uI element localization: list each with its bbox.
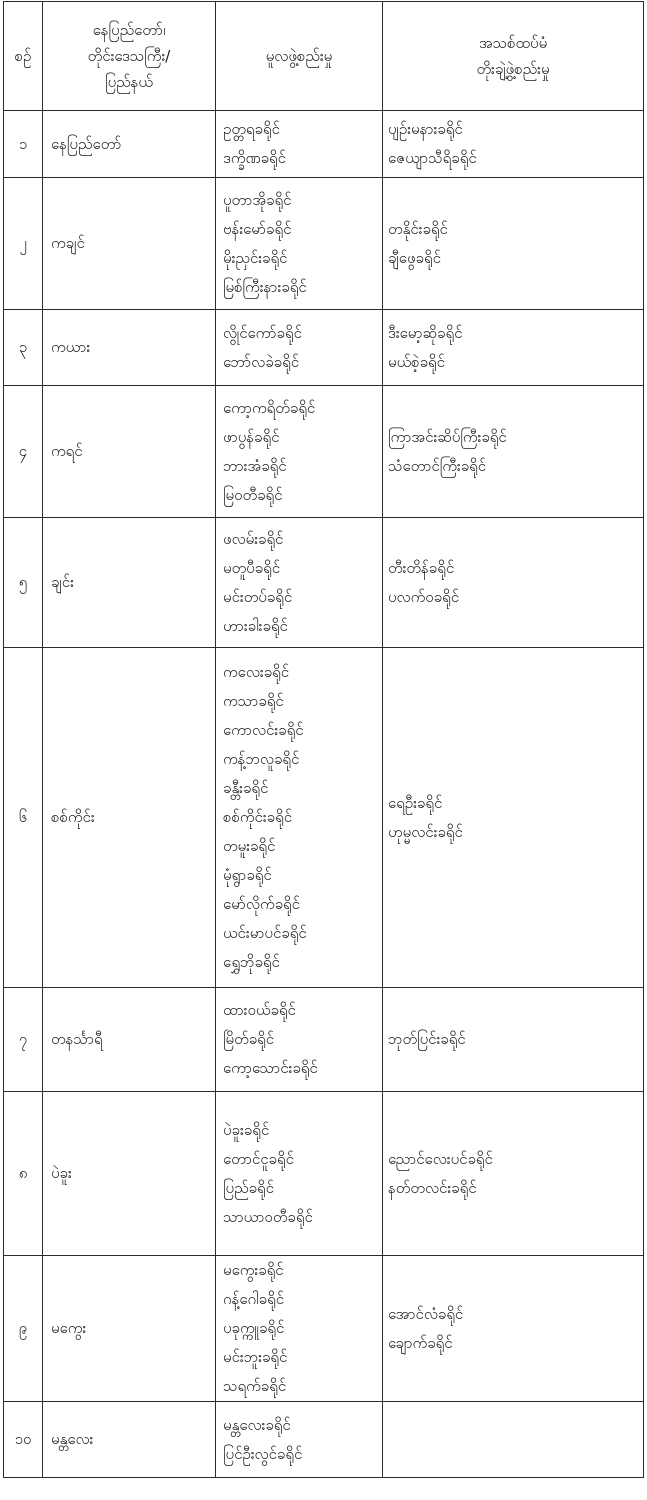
district-item: ဘုတ်ပြင်းခရိုင် <box>388 1030 466 1048</box>
district-item: ဗန်းမော်ခရိုင် <box>223 219 292 238</box>
table-row <box>4 1092 644 1256</box>
district-item: မယ်စဲ့ခရိုင် <box>388 352 445 371</box>
added-districts <box>383 178 644 310</box>
table-row <box>4 386 644 518</box>
district-item: ပြင်ဦးလွင်ခရိုင် <box>223 1444 303 1463</box>
table-row <box>4 988 644 1092</box>
district-item: ကော့ကရိတ်ခရိုင် <box>223 398 316 417</box>
district-item: ဂန့်ဂေါခရိုင် <box>223 1290 285 1308</box>
district-item: ခန္တီးခရိုင် <box>223 779 269 797</box>
region-name: စစ်ကိုင်း <box>43 648 216 988</box>
district-item: သံတောင်ကြီးခရိုင် <box>388 456 487 475</box>
region-name: တနင်္သာရီ <box>43 988 216 1092</box>
header-number: စဉ် <box>4 2 43 111</box>
district-item: တမူးခရိုင် <box>223 837 276 855</box>
district-item: ဖာပွန်ခရိုင် <box>223 427 280 446</box>
district-item: ကလေးခရိုင် <box>223 663 290 681</box>
district-item: ဟုမ္မလင်းခရိုင် <box>388 822 463 841</box>
district-item: ဒီးမော့ဆိုခရိုင် <box>388 323 463 342</box>
region-name: ကရင် <box>43 386 216 518</box>
district-item: မန္တလေးခရိုင် <box>223 1415 291 1434</box>
district-item: ယင်းမာပင်ခရိုင် <box>223 924 307 942</box>
table-row <box>4 178 644 310</box>
table-row <box>4 1256 644 1402</box>
district-item: တနိုင်းခရိုင် <box>388 219 448 238</box>
district-item: တီးတိန်ခရိုင် <box>388 558 455 577</box>
district-item: ရေဦးခရိုင် <box>388 793 443 812</box>
district-item: ကော့သောင်းခရိုင် <box>223 1059 318 1077</box>
row-number: ၄ <box>4 386 43 518</box>
region-name: မန္တလေး <box>43 1402 216 1478</box>
header-region: နေပြည်တော်၊ တိုင်းဒေသကြီး/ ပြည်နယ် <box>43 2 216 111</box>
district-item: မော်လိုက်ခရိုင် <box>223 895 300 913</box>
district-item: အောင်လံခရိုင် <box>388 1304 464 1323</box>
row-number: ၁ <box>4 111 43 178</box>
row-number: ၂ <box>4 178 43 310</box>
region-name: မကွေး <box>43 1256 216 1402</box>
district-item: ထားဝယ်ခရိုင် <box>223 1001 296 1019</box>
header-row <box>4 2 644 111</box>
region-name: နေပြည်တော် <box>43 111 216 178</box>
district-item: ပဲခူးခရိုင် <box>223 1120 270 1139</box>
table-row <box>4 111 644 178</box>
district-item: ကြာအင်းဆိပ်ကြီးခရိုင် <box>388 427 507 446</box>
row-number: ၉ <box>4 1256 43 1402</box>
original-districts <box>216 310 383 386</box>
district-item: မတူပီခရိုင် <box>223 558 281 577</box>
added-districts <box>383 111 644 178</box>
district-item: ကောလင်းခရိုင် <box>223 721 304 739</box>
original-districts <box>216 1256 383 1402</box>
original-districts <box>216 518 383 648</box>
district-item: ချောက်ခရိုင် <box>388 1333 453 1352</box>
district-item: ဥတ္တရခရိုင် <box>223 120 280 138</box>
district-item: ပလက်ဝခရိုင် <box>388 587 460 606</box>
district-item: ပြည်ခရိုင် <box>223 1178 274 1197</box>
added-districts <box>383 1402 644 1478</box>
district-item: ပျဉ်းမနားခရိုင် <box>388 120 463 138</box>
district-item: မင်းဘူးခရိုင် <box>223 1348 288 1366</box>
district-item: နတ်တလင်းခရိုင် <box>388 1178 477 1197</box>
district-item: မိုးညှင်းခရိုင် <box>223 248 288 267</box>
district-item: ဖလမ်းခရိုင် <box>223 529 284 548</box>
district-item: မုံရွာခရိုင် <box>223 866 272 884</box>
region-name: ကချင် <box>43 178 216 310</box>
district-item: မင်းတပ်ခရိုင် <box>223 587 293 606</box>
table-row <box>4 518 644 648</box>
district-item: ဒက္ခိဏခရိုင် <box>223 149 286 167</box>
district-item: မြစ်ကြီးနားခရိုင် <box>223 277 307 296</box>
row-number: ၆ <box>4 648 43 988</box>
original-districts <box>216 111 383 178</box>
header-added-formation: အသစ်ထပ်မံ တိုးချဲ့ဖွဲ့စည်းမှု <box>383 2 644 111</box>
added-districts <box>383 648 644 988</box>
original-districts <box>216 988 383 1092</box>
district-item: သာယာဝတီခရိုင် <box>223 1207 313 1226</box>
district-item: စစ်ကိုင်းခရိုင် <box>223 808 293 826</box>
region-name: ချင်း <box>43 518 216 648</box>
original-districts <box>216 1092 383 1256</box>
row-number: ၅ <box>4 518 43 648</box>
row-number: ၇ <box>4 988 43 1092</box>
region-name: ကယား <box>43 310 216 386</box>
original-districts <box>216 386 383 518</box>
table-row <box>4 1402 644 1478</box>
district-item: ရွှေဘိုခရိုင် <box>223 953 280 971</box>
row-number: ၃ <box>4 310 43 386</box>
district-item: ညောင်လေးပင်ခရိုင် <box>388 1149 493 1168</box>
district-item: ကသာခရိုင် <box>223 692 284 710</box>
district-item: ဘားအံခရိုင် <box>223 456 287 475</box>
district-item: မကွေးခရိုင် <box>223 1261 284 1279</box>
district-item: ချီဖွေခရိုင် <box>388 248 441 267</box>
added-districts <box>383 988 644 1092</box>
district-table <box>3 1 644 1478</box>
district-item: သရက်ခရိုင် <box>223 1377 287 1395</box>
table-row <box>4 310 644 386</box>
original-districts <box>216 648 383 988</box>
row-number: ၁၀ <box>4 1402 43 1478</box>
table-row <box>4 648 644 988</box>
district-item: ကန့်ဘလူခရိုင် <box>223 750 300 768</box>
original-districts <box>216 1402 383 1478</box>
table-body <box>4 111 644 1478</box>
district-item: ဇေယျာသီရိခရိုင် <box>388 149 477 167</box>
added-districts <box>383 1256 644 1402</box>
district-item: ပူတာအိုခရိုင် <box>223 190 292 209</box>
district-item: မြိတ်ခရိုင် <box>223 1030 275 1048</box>
district-item: လွိုင်ကော်ခရိုင် <box>223 323 302 342</box>
header-original-formation: မူလဖွဲ့စည်းမှု <box>216 2 383 111</box>
added-districts <box>383 518 644 648</box>
region-name: ပဲခူး <box>43 1092 216 1256</box>
row-number: ၈ <box>4 1092 43 1256</box>
original-districts <box>216 178 383 310</box>
district-item: ပခုက္ကူခရိုင် <box>223 1319 285 1337</box>
district-item: ဘော်လခဲခရိုင် <box>223 352 300 371</box>
added-districts <box>383 1092 644 1256</box>
district-item: မြဝတီခရိုင် <box>223 485 283 504</box>
added-districts <box>383 386 644 518</box>
added-districts <box>383 310 644 386</box>
district-item: ဟားခါးခရိုင် <box>223 616 288 635</box>
district-item: တောင်ငူခရိုင် <box>223 1149 294 1168</box>
